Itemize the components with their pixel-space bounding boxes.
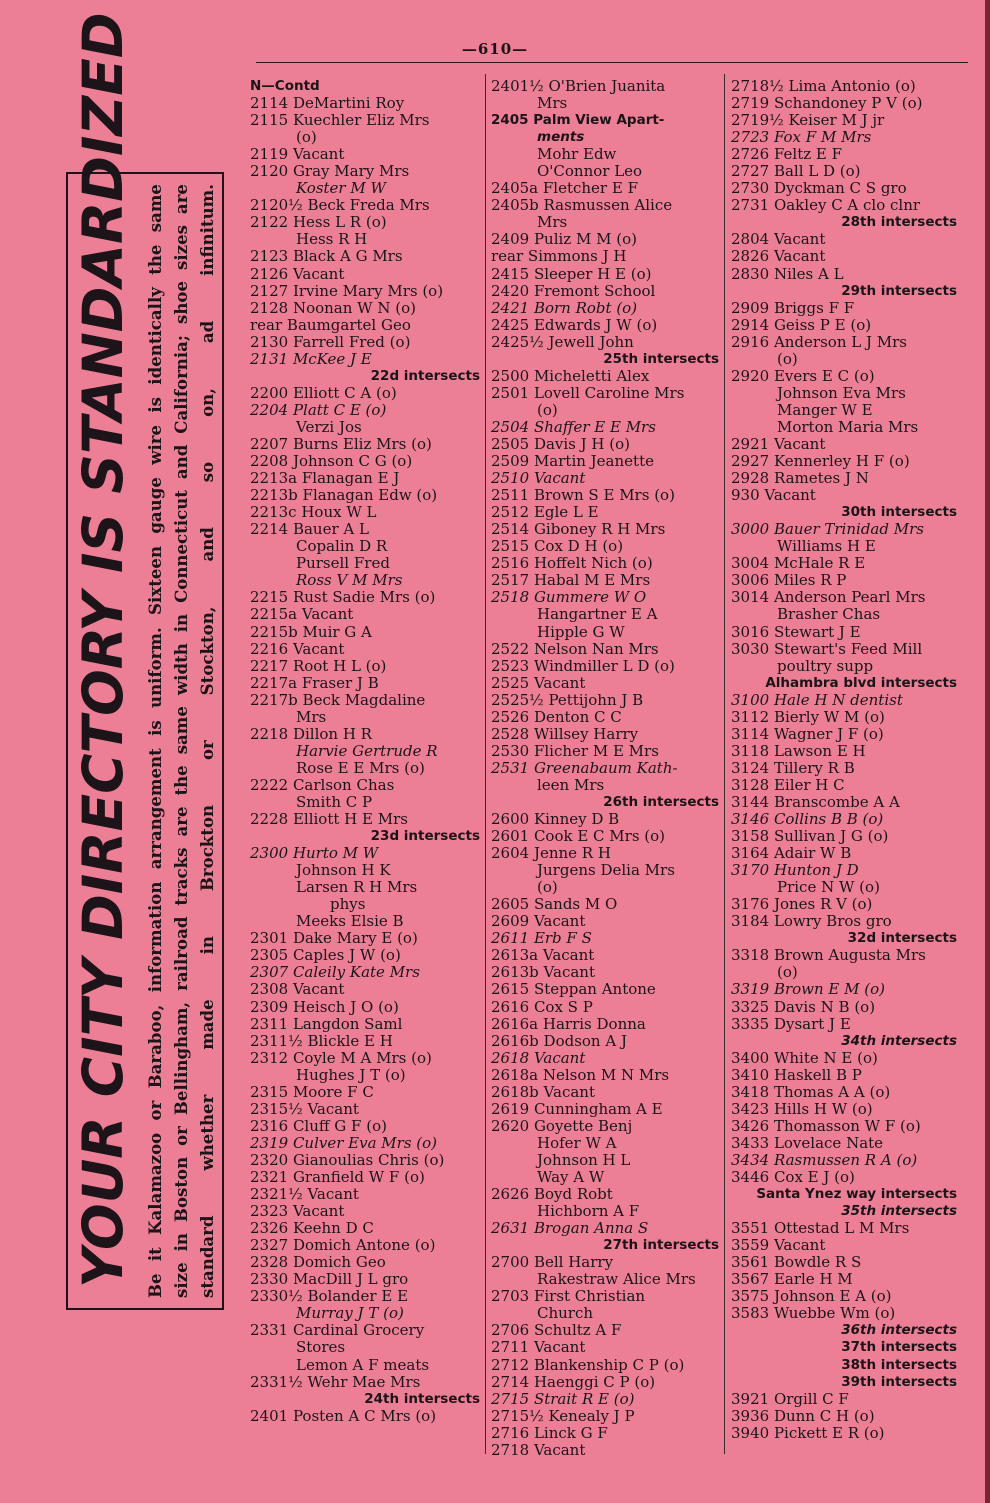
directory-entry: 2215b Muir G A <box>250 622 372 641</box>
directory-entry: 2309 Heisch J O (o) <box>250 997 399 1016</box>
resident-entry: Johnson H L <box>537 1150 631 1169</box>
directory-entry: 3184 Lowry Bros gro <box>731 912 892 931</box>
directory-entry: 2531 Greenabaum Kath- <box>491 758 678 777</box>
intersection-heading: 36th intersects <box>841 1322 957 1339</box>
resident-entry: Hangartner E A <box>537 605 658 624</box>
directory-entry: 3559 Vacant <box>731 1236 826 1255</box>
page-edge <box>985 0 990 1503</box>
directory-entry: 2618 Vacant <box>491 1048 586 1067</box>
directory-entry: 2730 Dyckman C S gro <box>731 179 907 198</box>
directory-entry: 2213c Houx W L <box>250 503 377 522</box>
intersection-heading: 29th intersects <box>841 282 957 299</box>
resident-entry: Mohr Edw <box>537 145 617 164</box>
directory-entry: 2501 Lovell Caroline Mrs <box>491 383 685 402</box>
directory-entry: 2616a Harris Donna <box>491 1014 646 1033</box>
resident-entry: Johnson H K <box>296 861 391 880</box>
directory-entry: 3114 Wagner J F (o) <box>731 724 884 743</box>
directory-entry: 2718 Vacant <box>491 1440 586 1459</box>
directory-entry: 2120 Gray Mary Mrs <box>250 162 410 181</box>
directory-entry: 3434 Rasmussen R A (o) <box>731 1150 918 1169</box>
entry-continuation: leen Mrs <box>537 775 605 794</box>
column-divider <box>485 74 486 1454</box>
directory-entry: 2515 Cox D H (o) <box>491 537 624 556</box>
intersection-heading: 30th intersects <box>841 504 957 521</box>
directory-entry: 2518 Gummere W O <box>491 588 647 607</box>
directory-entry: 2421 Born Robt (o) <box>491 298 638 317</box>
directory-entry: 2712 Blankenship C P (o) <box>491 1355 685 1374</box>
directory-entry: 3426 Thomasson W F (o) <box>731 1116 921 1135</box>
resident-entry: Meeks Elsie B <box>296 912 404 931</box>
directory-entry: 2330½ Bolander E E <box>250 1287 409 1306</box>
directory-entry: 2120½ Beck Freda Mrs <box>250 196 430 215</box>
directory-entry: 2326 Keehn D C <box>250 1219 374 1238</box>
advert-box <box>66 12 224 1310</box>
directory-entry: 2214 Bauer A L <box>250 520 369 539</box>
intersection-heading: 24th intersects <box>364 1390 480 1407</box>
directory-entry: 2715 Strait R E (o) <box>491 1389 635 1408</box>
directory-entry: 3112 Bierly W M (o) <box>731 707 885 726</box>
intersection-heading: 22d intersects <box>370 367 480 384</box>
directory-entry: 2215 Rust Sadie Mrs (o) <box>250 588 436 607</box>
directory-column-3 <box>731 78 957 1442</box>
advert-title: YOUR CITY DIRECTORY IS STANDARDIZED <box>71 12 135 1288</box>
directory-entry: 3433 Lovelace Nate <box>731 1133 884 1152</box>
resident-entry: Ross V M Mrs <box>296 571 403 590</box>
entry-continuation: (o) <box>537 400 558 419</box>
building-entry: 2405 Palm View Apart- <box>491 112 665 129</box>
directory-entry: 2200 Elliott C A (o) <box>250 383 397 402</box>
directory-entry: 2528 Willsey Harry <box>491 724 639 743</box>
intersection-heading: 27th intersects <box>603 1237 719 1254</box>
directory-entry: 2605 Sands M O <box>491 895 618 914</box>
directory-entry: 3921 Orgill C F <box>731 1389 849 1408</box>
advert-rotated-content <box>71 12 217 1298</box>
resident-entry: Copalin D R <box>296 537 388 556</box>
entry-continuation: phys <box>330 895 366 914</box>
directory-entry: 3128 Eiler H C <box>731 775 845 794</box>
directory-entry: 2616 Cox S P <box>491 997 593 1016</box>
directory-entry: 2714 Haenggi C P (o) <box>491 1372 656 1391</box>
entry-continuation: (o) <box>296 128 317 147</box>
resident-entry: Koster M W <box>296 179 386 198</box>
directory-entry: 2131 McKee J E <box>250 349 372 368</box>
directory-entry: 2611 Erb F S <box>491 929 592 948</box>
directory-entry: 2525½ Pettijohn J B <box>491 690 644 709</box>
resident-entry: O'Connor Leo <box>537 162 643 181</box>
directory-entry: rear Simmons J H <box>491 247 627 266</box>
directory-entry: 3400 White N E (o) <box>731 1048 878 1067</box>
directory-entry: 2311 Langdon Saml <box>250 1014 403 1033</box>
directory-entry: 2330 MacDill J L gro <box>250 1270 409 1289</box>
directory-entry: 2601 Cook E C Mrs (o) <box>491 827 666 846</box>
directory-entry: 2308 Vacant <box>250 980 345 999</box>
intersection-heading: 37th intersects <box>841 1339 957 1356</box>
intersection-heading: 23d intersects <box>370 828 480 845</box>
directory-entry: 2909 Briggs F F <box>731 298 855 317</box>
directory-entry: 3000 Bauer Trinidad Mrs <box>731 520 924 539</box>
directory-entry: 2916 Anderson L J Mrs <box>731 332 907 351</box>
directory-entry: rear Baumgartel Geo <box>250 315 411 334</box>
directory-entry: 2311½ Blickle E H <box>250 1031 393 1050</box>
directory-entry: 2716 Linck G F <box>491 1423 608 1442</box>
directory-entry: 3014 Anderson Pearl Mrs <box>731 588 926 607</box>
directory-entry: 2620 Goyette Benj <box>491 1116 633 1135</box>
directory-entry: 2217b Beck Magdaline <box>250 690 426 709</box>
directory-entry: 2505 Davis J H (o) <box>491 434 631 453</box>
directory-entry: 2405a Fletcher E F <box>491 179 638 198</box>
directory-entry: 2123 Black A G Mrs <box>250 247 403 266</box>
intersection-heading: 38th intersects <box>841 1356 957 1373</box>
directory-entry: 3164 Adair W B <box>731 844 852 863</box>
directory-entry: 2526 Denton C C <box>491 707 622 726</box>
directory-entry: 2604 Jenne R H <box>491 844 611 863</box>
directory-entry: 2517 Habal M E Mrs <box>491 571 651 590</box>
resident-entry: Brasher Chas <box>777 605 881 624</box>
entry-continuation: (o) <box>777 349 798 368</box>
directory-entry: 2718½ Lima Antonio (o) <box>731 77 916 95</box>
entry-continuation: poultry supp <box>777 656 874 675</box>
directory-entry: 2217 Root H L (o) <box>250 656 387 675</box>
directory-entry: 2216 Vacant <box>250 639 345 658</box>
advert-line: standard whether made in Brockton or Stockton, and so on, ad infinitum. <box>197 184 217 1298</box>
directory-entry: 2305 Caples J W (o) <box>250 946 401 965</box>
directory-entry: 2316 Cluff G F (o) <box>250 1116 387 1135</box>
directory-entry: 2514 Giboney R H Mrs <box>491 520 666 539</box>
directory-entry: 3006 Miles R P <box>731 571 847 590</box>
directory-entry: 3446 Cox E J (o) <box>731 1168 855 1186</box>
directory-entry: 2126 Vacant <box>250 264 345 283</box>
directory-entry: 2128 Noonan W N (o) <box>250 298 416 317</box>
directory-entry: 3124 Tillery R B <box>731 758 855 777</box>
intersection-heading: 32d intersects <box>847 930 957 947</box>
directory-entry: 3583 Wuebbe Wm (o) <box>731 1304 896 1323</box>
directory-entry: 3030 Stewart's Feed Mill <box>731 639 923 658</box>
directory-entry: 3144 Branscombe A A <box>731 792 900 811</box>
directory-entry: 2723 Fox F M Mrs <box>731 128 872 147</box>
directory-entry: 2504 Shaffer E E Mrs <box>491 417 656 436</box>
intersection-heading: 26th intersects <box>603 793 719 810</box>
directory-entry: 2319 Culver Eva Mrs (o) <box>250 1133 438 1152</box>
directory-entry: 2703 First Christian <box>491 1287 646 1306</box>
resident-entry: Price N W (o) <box>777 878 880 897</box>
directory-entry: 2509 Martin Jeanette <box>491 452 654 471</box>
directory-entry: 930 Vacant <box>731 486 816 505</box>
directory-entry: 2320 Gianoulias Chris (o) <box>250 1150 445 1169</box>
header-rule <box>256 62 968 63</box>
directory-entry: 3567 Earle H M <box>731 1270 853 1289</box>
directory-column-2 <box>491 78 719 1459</box>
directory-entry: 2700 Bell Harry <box>491 1253 614 1272</box>
directory-entry: 2301 Dake Mary E (o) <box>250 929 418 948</box>
directory-entry: 2328 Domich Geo <box>250 1253 386 1272</box>
resident-entry: Rakestraw Alice Mrs <box>537 1270 696 1289</box>
directory-entry: 3016 Stewart J E <box>731 622 861 641</box>
directory-entry: 2228 Elliott H E Mrs <box>250 810 408 829</box>
directory-entry: 2425 Edwards J W (o) <box>491 315 658 334</box>
directory-entry: 2331½ Wehr Mae Mrs <box>250 1372 421 1391</box>
directory-entry: 2127 Irvine Mary Mrs (o) <box>250 281 444 300</box>
directory-entry: 2609 Vacant <box>491 912 586 931</box>
directory-entry: 3146 Collins B B (o) <box>731 810 884 829</box>
directory-entry: 2726 Feltz E F <box>731 145 843 164</box>
directory-entry: 2207 Burns Eliz Mrs (o) <box>250 434 432 453</box>
directory-entry: 3176 Jones R V (o) <box>731 895 873 914</box>
resident-entry: Rose E E Mrs (o) <box>296 758 425 777</box>
entry-continuation: Church <box>537 1304 594 1323</box>
directory-entry: 2804 Vacant <box>731 230 826 249</box>
directory-entry: 2315½ Vacant <box>250 1099 359 1118</box>
entry-continuation: Mrs <box>296 707 327 726</box>
resident-entry: Way A W <box>537 1168 605 1186</box>
directory-entry: 2321 Granfield W F (o) <box>250 1168 425 1186</box>
resident-entry: Smith C P <box>296 792 373 811</box>
section-heading: N—Contd <box>250 78 320 94</box>
directory-column-1 <box>250 78 480 1425</box>
intersection-heading: 35th intersects <box>841 1203 957 1220</box>
intersection-heading: 39th intersects <box>841 1373 957 1390</box>
directory-entry: 2914 Geiss P E (o) <box>731 315 872 334</box>
directory-entry: 2405b Rasmussen Alice <box>491 196 673 215</box>
intersection-heading: 25th intersects <box>603 350 719 367</box>
entry-continuation: Mrs <box>537 213 568 232</box>
directory-entry: 3940 Pickett E R (o) <box>731 1423 885 1442</box>
intersection-heading: 34th intersects <box>841 1032 957 1049</box>
resident-entry: Jurgens Delia Mrs <box>537 861 675 880</box>
resident-entry: Manger W E <box>777 400 873 419</box>
page-number: —610— <box>461 40 529 58</box>
advert-body <box>142 184 220 1298</box>
entry-continuation: Mrs <box>537 94 568 113</box>
resident-entry: Hofer W A <box>537 1133 617 1152</box>
directory-entry: 3004 McHale R E <box>731 554 866 573</box>
resident-entry: Harvie Gertrude R <box>296 741 438 760</box>
resident-entry: Hichborn A F <box>537 1202 640 1221</box>
directory-entry: 3561 Bowdle R S <box>731 1253 862 1272</box>
directory-entry: 3335 Dysart J E <box>731 1014 851 1033</box>
directory-entry: 2600 Kinney D B <box>491 810 620 829</box>
directory-entry: 2327 Domich Antone (o) <box>250 1236 436 1255</box>
directory-entry: 2618b Vacant <box>491 1082 595 1101</box>
resident-entry: Murray J T (o) <box>296 1304 404 1323</box>
directory-entry: 2927 Kennerley H F (o) <box>731 452 910 471</box>
directory-entry: 2510 Vacant <box>491 469 586 488</box>
directory-entry: 3100 Hale H N dentist <box>731 690 903 709</box>
directory-entry: 2331 Cardinal Grocery <box>250 1321 425 1340</box>
resident-entry: Hughes J T (o) <box>296 1065 406 1084</box>
directory-entry: 2119 Vacant <box>250 145 345 164</box>
column-divider <box>724 74 725 1454</box>
directory-entry: 2425½ Jewell John <box>491 332 634 351</box>
directory-entry: 2727 Ball L D (o) <box>731 162 861 181</box>
directory-entry: 2130 Farrell Fred (o) <box>250 332 411 351</box>
directory-entry: 2626 Boyd Robt <box>491 1185 613 1204</box>
directory-entry: 2530 Flicher M E Mrs <box>491 741 659 760</box>
directory-entry: 2516 Hoffelt Nich (o) <box>491 554 653 573</box>
directory-entry: 2616b Dodson A J <box>491 1031 627 1050</box>
directory-entry: 2613a Vacant <box>491 946 595 965</box>
directory-entry: 2323 Vacant <box>250 1202 345 1221</box>
directory-entry: 2731 Oakley C A clo clnr <box>731 196 921 215</box>
directory-entry: 3319 Brown E M (o) <box>731 980 886 999</box>
directory-entry: 3158 Sullivan J G (o) <box>731 827 889 846</box>
directory-entry: 2312 Coyle M A Mrs (o) <box>250 1048 432 1067</box>
directory-entry: 2613b Vacant <box>491 963 595 982</box>
entry-continuation: (o) <box>777 963 798 982</box>
directory-entry: 2420 Fremont School <box>491 281 656 300</box>
directory-entry: 2525 Vacant <box>491 673 586 692</box>
directory-entry: 2213b Flanagan Edw (o) <box>250 486 438 505</box>
directory-entry: 2114 DeMartini Roy <box>250 94 405 113</box>
directory-entry: 2204 Platt C E (o) <box>250 400 387 419</box>
directory-entry: 3410 Haskell B P <box>731 1065 862 1084</box>
directory-entry: 2300 Hurto M W <box>250 844 379 863</box>
resident-entry: Verzi Jos <box>296 417 362 436</box>
directory-entry: 2208 Johnson C G (o) <box>250 452 413 471</box>
entry-continuation: (o) <box>537 878 558 897</box>
directory-entry: 2523 Windmiller L D (o) <box>491 656 675 675</box>
directory-entry: 2500 Micheletti Alex <box>491 366 650 385</box>
directory-entry: 2830 Niles A L <box>731 264 844 283</box>
directory-entry: 3170 Hunton J D <box>731 861 859 880</box>
directory-entry: 2409 Puliz M M (o) <box>491 230 637 249</box>
directory-entry: 2715½ Kenealy J P <box>491 1406 635 1425</box>
advert-line: size in Boston or Bellingham, railroad tracks are the same width in Connecticut and California; shoe sizes are <box>171 184 191 1298</box>
directory-entry: 3551 Ottestad L M Mrs <box>731 1219 910 1238</box>
directory-entry: 2401½ O'Brien Juanita <box>491 77 666 95</box>
directory-entry: 3423 Hills H W (o) <box>731 1099 873 1118</box>
directory-entry: 2115 Kuechler Eliz Mrs <box>250 111 430 130</box>
resident-entry: Williams H E <box>777 537 876 556</box>
directory-entry: 2826 Vacant <box>731 247 826 266</box>
entry-continuation: ments <box>537 129 585 146</box>
directory-entry: 2921 Vacant <box>731 434 826 453</box>
resident-entry: Johnson Eva Mrs <box>777 383 906 402</box>
directory-entry: 2719½ Keiser M J jr <box>731 111 885 130</box>
directory-entry: 2631 Brogan Anna S <box>491 1219 649 1238</box>
resident-entry: Lemon A F meats <box>296 1355 430 1374</box>
directory-entry: 2215a Vacant <box>250 605 354 624</box>
directory-entry: 2122 Hess L R (o) <box>250 213 387 232</box>
directory-entry: 3318 Brown Augusta Mrs <box>731 946 926 965</box>
directory-entry: 2321½ Vacant <box>250 1185 359 1204</box>
directory-entry: 2619 Cunningham A E <box>491 1099 663 1118</box>
directory-entry: 2415 Sleeper H E (o) <box>491 264 652 283</box>
directory-entry: 2222 Carlson Chas <box>250 775 395 794</box>
resident-entry: Larsen R H Mrs <box>296 878 418 897</box>
directory-entry: 2217a Fraser J B <box>250 673 379 692</box>
directory-entry: 2615 Steppan Antone <box>491 980 656 999</box>
resident-entry: Pursell Fred <box>296 554 390 573</box>
advert-line: Be it Kalamazoo or Baraboo, information arrangement is uniform. Sixteen gauge wire is identically the same <box>145 184 165 1298</box>
entry-continuation: Stores <box>296 1338 346 1357</box>
directory-entry: 2512 Egle L E <box>491 503 599 522</box>
intersection-heading: Santa Ynez way intersects <box>756 1186 957 1203</box>
directory-entry: 2511 Brown S E Mrs (o) <box>491 486 675 505</box>
directory-entry: 3575 Johnson E A (o) <box>731 1287 892 1306</box>
directory-entry: 2711 Vacant <box>491 1338 586 1357</box>
directory-entry: 3118 Lawson E H <box>731 741 866 760</box>
directory-entry: 2928 Rametes J N <box>731 469 869 488</box>
directory-entry: 3936 Dunn C H (o) <box>731 1406 875 1425</box>
intersection-heading: 28th intersects <box>841 214 957 231</box>
directory-entry: 2307 Caleily Kate Mrs <box>250 963 420 982</box>
directory-entry: 2401 Posten A C Mrs (o) <box>250 1406 437 1425</box>
directory-entry: 2315 Moore F C <box>250 1082 374 1101</box>
directory-entry: 2618a Nelson M N Mrs <box>491 1065 670 1084</box>
directory-entry: 2719 Schandoney P V (o) <box>731 94 923 113</box>
resident-entry: Hess R H <box>296 230 368 249</box>
intersection-heading: Alhambra blvd intersects <box>765 674 957 691</box>
directory-entry: 2218 Dillon H R <box>250 724 372 743</box>
directory-entry: 3325 Davis N B (o) <box>731 997 876 1016</box>
directory-entry: 2522 Nelson Nan Mrs <box>491 639 659 658</box>
directory-entry: 2706 Schultz A F <box>491 1321 622 1340</box>
resident-entry: Morton Maria Mrs <box>777 417 919 436</box>
directory-entry: 3418 Thomas A A (o) <box>731 1082 891 1101</box>
directory-entry: 2213a Flanagan E J <box>250 469 400 488</box>
resident-entry: Hipple G W <box>537 622 625 641</box>
directory-entry: 2920 Evers E C (o) <box>731 366 875 385</box>
